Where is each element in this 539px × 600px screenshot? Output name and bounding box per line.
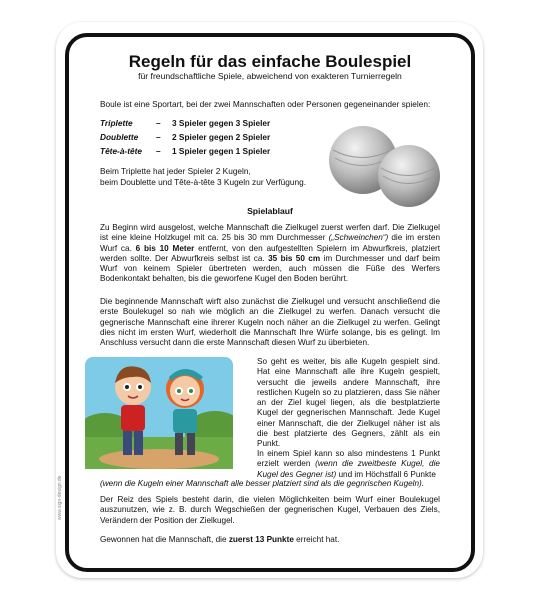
rule-desc: 1 Spieler gegen 1 Spieler [172,146,271,156]
boule-balls-image [325,120,445,210]
paragraph-winner: Gewonnen hat die Mannschaft, die zuerst 13 Punkte erreicht hat. [100,535,340,544]
rule-term: Tête-à-tête [100,146,142,156]
paragraph-appeal: Der Reiz des Spiels besteht darin, die vielen Möglichkeiten beim Wurf einer Boulekugel auszunutzen, wie z. B. durch Wegschießen der gegnerischen Kugel, Verbauen des Ziels, Verändern der Position der Zielkugel. [100,495,440,525]
sign-subtitle: für freundschaftliche Spiele, abweichend von exakteren Turnierregeln [138,71,402,81]
rule-desc: 2 Spieler gegen 2 Spieler [172,132,271,142]
sign-title: Regeln für das einfache Boulespiel [128,52,412,71]
rule-term: Doublette [100,132,139,142]
paragraph-points-note: (wenn die Kugeln einer Mannschaft alle besser platziert sind als die gegnrischen Kugeln). [100,479,425,488]
ball-count-text [100,166,320,188]
paragraph-continue: So geht es weiter, bis alle Kugeln gespielt sind. Hat eine Mannschaft alle ihre Kugeln gespielt, versucht die jeweils andere Mannschaft, ihre restlichen Kugeln so zu platzieren, dass Sie näher an der Ziel kugel liegen, als die bestplatzierte Kugel der gegnerischen Mannschaft. Jede Kugel einer Mannschaft, die der Zielkugel näher ist als die best platzierte des Gegners, zählt als ein Punkt. [257,357,440,449]
team-rules-list [100,116,270,158]
paragraph-throwing: Die beginnende Mannschaft wirft also zunächst die Zielkugel und versucht anschließend die erste Boulekugel so nah wie möglich an die Zielkugel zu werfen. Danach versucht die gegnerische Mannschaft eine ihrerer Kugeln noch näher an die Zielkugel zu werfen. Gelingt dies nicht im ersten Wurf, wiederholt die Mannschaft Ihre Würfe solange, bis es gelingt. Im Anschluss versucht dann die erste Mannschaft diesen Wurf zu überbieten. [100,297,440,348]
rule-dash: – [156,118,161,128]
rule-row-doublette [100,130,270,144]
rule-row-tete-a-tete [100,144,270,158]
rule-dash: – [156,146,161,156]
section-heading: Spielablauf [247,206,293,216]
side-mark: www.sign-design.de [57,475,63,520]
intro-text: Boule ist eine Sportart, bei der zwei Mannschaften oder Personen gegeneinander spielen: [100,99,431,109]
rule-term: Triplette [100,118,133,128]
ball-count-line-1: Beim Triplette hat jeder Spieler 2 Kugeln, [100,166,251,176]
paragraph-points: In einem Spiel kann so also mindestens 1 Punkt erzielt werden (wenn die zweitbeste Kugel, die Kugel des Gegner ist) und im Höchstfall 6 Punkte [257,449,440,479]
rule-desc: 3 Spieler gegen 3 Spieler [172,118,271,128]
rule-row-triplette [100,116,270,130]
ball-count-line-2: beim Doublette und Tête-à-tête 3 Kugeln zur Verfügung. [100,177,307,187]
rule-dash: – [156,132,161,142]
kids-illustration [85,357,233,469]
paragraph-start: Zu Beginn wird ausgelost, welche Mannschaft die Zielkugel zuerst werfen darf. Die Zielkugel ist eine kleine Holzkugel mit ca. 25 bis 30 mm Durchmesser („Schweinchen“) die im ersten Wurf ca. 6 bis 10 Meter entfernt, von den aufgestellten Spielern im Abwurfkreis, platziert werden sollte. Der Abwurfkreis selbst ist ca. 35 bis 50 cm im Durchmesser und darf beim Wurf von keinem Spieler übertreten werden, auch müssen die Füße des Werfers Bodenkontakt behalten, bis die geworfene Kugel den Boden berührt. [100,223,441,284]
